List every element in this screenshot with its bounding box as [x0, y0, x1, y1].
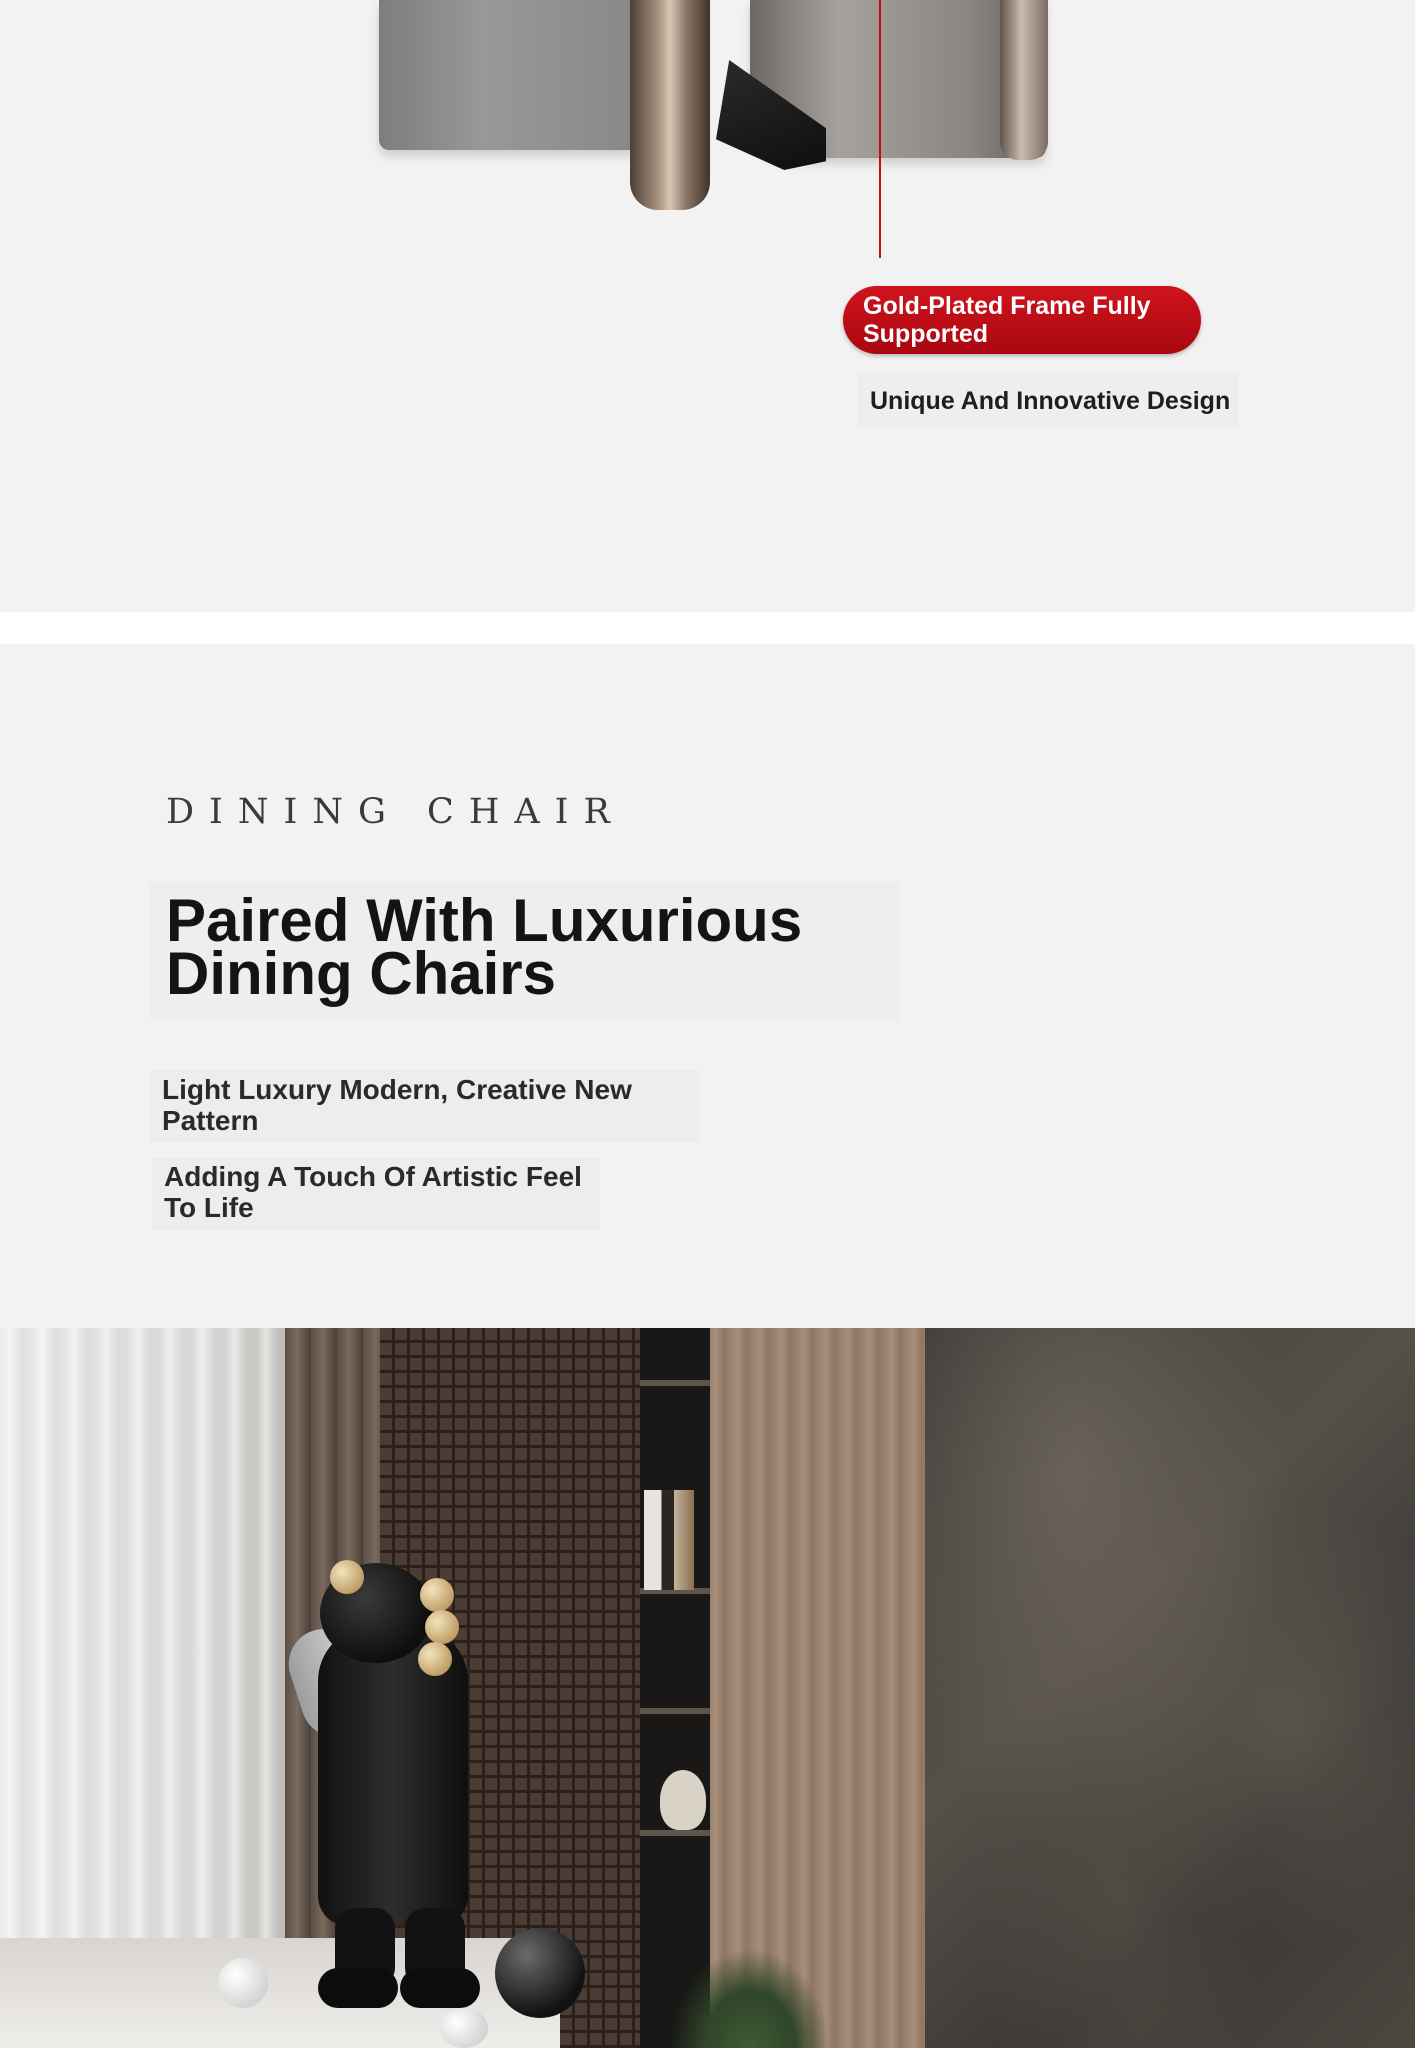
leg-panel-left: [379, 0, 639, 150]
figurine-ear: [418, 1642, 452, 1676]
table-base-section: [0, 0, 1415, 612]
wood-panel: [710, 1328, 930, 2048]
figurine-ear: [420, 1578, 454, 1612]
section-divider: [0, 612, 1415, 644]
gold-post-left: [630, 0, 710, 210]
callout-line: [879, 0, 881, 258]
vase: [660, 1770, 706, 1830]
decor-ball: [495, 1928, 585, 2018]
page-title: Paired With Luxurious Dining Chairs: [166, 887, 803, 1007]
feature-sub-label: Unique And Innovative Design: [858, 373, 1238, 429]
gold-post-right: [1000, 0, 1048, 160]
shelf-board: [640, 1380, 710, 1386]
section-eyebrow: DINING CHAIR: [166, 792, 625, 832]
display-shelf: [640, 1328, 710, 2048]
plant: [670, 1948, 830, 2048]
table-base-image: [0, 0, 1415, 260]
figurine-ear: [330, 1560, 364, 1594]
callout-pill: Gold-Plated Frame Fully Supported: [843, 286, 1201, 354]
marble-wall: [925, 1328, 1415, 2048]
shelf-board: [640, 1708, 710, 1714]
interior-scene-image: [0, 1328, 1415, 2048]
dining-chair-section: [0, 644, 1415, 1328]
feature-text-1: Light Luxury Modern, Creative New Pattern: [162, 1074, 632, 1136]
decor-ball: [440, 2008, 488, 2048]
shelf-board: [640, 1830, 710, 1836]
figurine-ear: [425, 1610, 459, 1644]
feature-text-2: Adding A Touch Of Artistic Feel To Life: [164, 1161, 582, 1223]
figurine-foot: [400, 1968, 480, 2008]
books: [644, 1490, 694, 1590]
figurine-foot: [318, 1968, 398, 2008]
decor-ball: [218, 1958, 268, 2008]
